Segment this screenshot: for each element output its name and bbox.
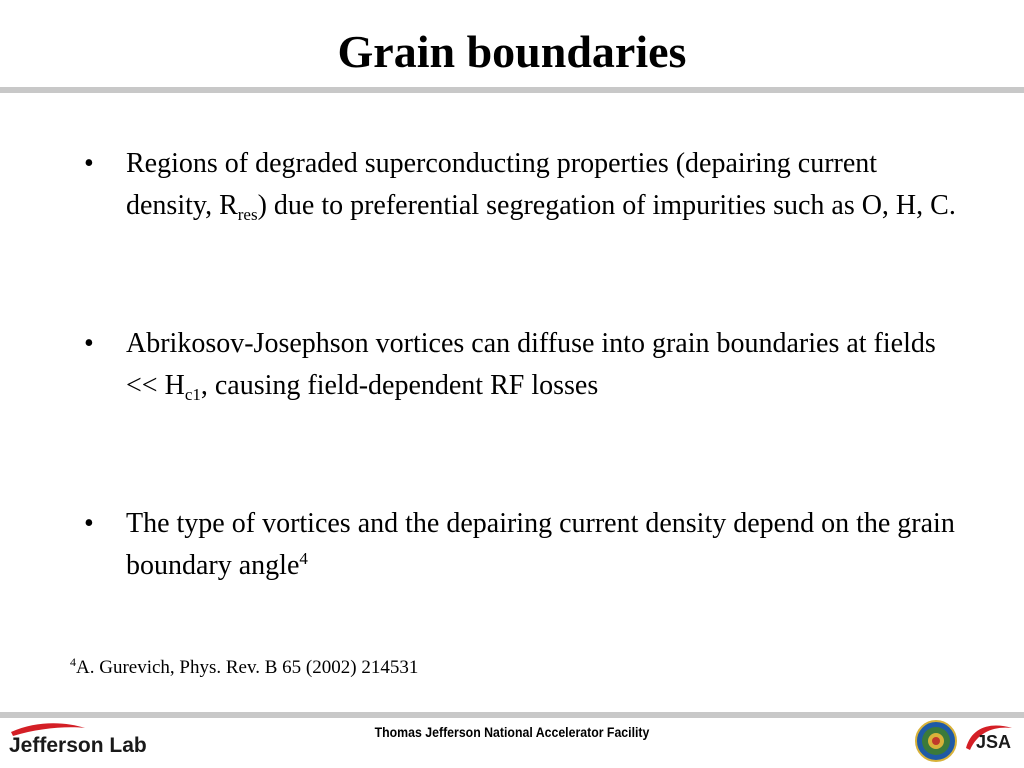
slide-title: Grain boundaries xyxy=(337,26,687,77)
footnote-citation: A. Gurevich, Phys. Rev. B 65 (2002) 214531 xyxy=(76,657,419,678)
bullet-text: The type of vortices and the depairing current density depend on the grain boundary angle xyxy=(126,508,955,581)
bullet-item xyxy=(84,503,964,587)
bullet-item xyxy=(84,323,964,503)
subscript-res: res xyxy=(237,205,258,224)
footnote-reference: 4 xyxy=(299,549,308,568)
bullet-marker: • xyxy=(84,328,94,359)
title-divider xyxy=(0,87,1024,93)
doe-seal-icon xyxy=(914,719,958,763)
jsa-logo xyxy=(962,718,1020,762)
footer-facility-name: Thomas Jefferson National Accelerator Facility xyxy=(374,724,650,740)
jlab-logo-text: Jefferson Lab xyxy=(9,734,147,757)
bullet-text: Regions of degraded superconducting properties (depairing current density, R xyxy=(126,148,878,221)
jsa-logo-text: JSA xyxy=(976,732,1012,752)
footnote-marker: 4 xyxy=(70,655,76,669)
subscript-c1: c1 xyxy=(184,385,201,404)
bullet-marker: • xyxy=(84,508,94,539)
footnote xyxy=(70,655,418,681)
bullet-text: Abrikosov-Josephson vortices can diffuse into grain boundaries at fields << H xyxy=(126,328,936,401)
bullet-marker: • xyxy=(84,148,94,179)
bullet-list xyxy=(84,143,964,587)
bullet-item xyxy=(84,143,964,323)
bullet-text-continued: , causing field-dependent RF losses xyxy=(200,370,599,401)
bullet-text-continued: ) due to preferential segregation of impurities such as O, H, C. xyxy=(257,190,956,221)
